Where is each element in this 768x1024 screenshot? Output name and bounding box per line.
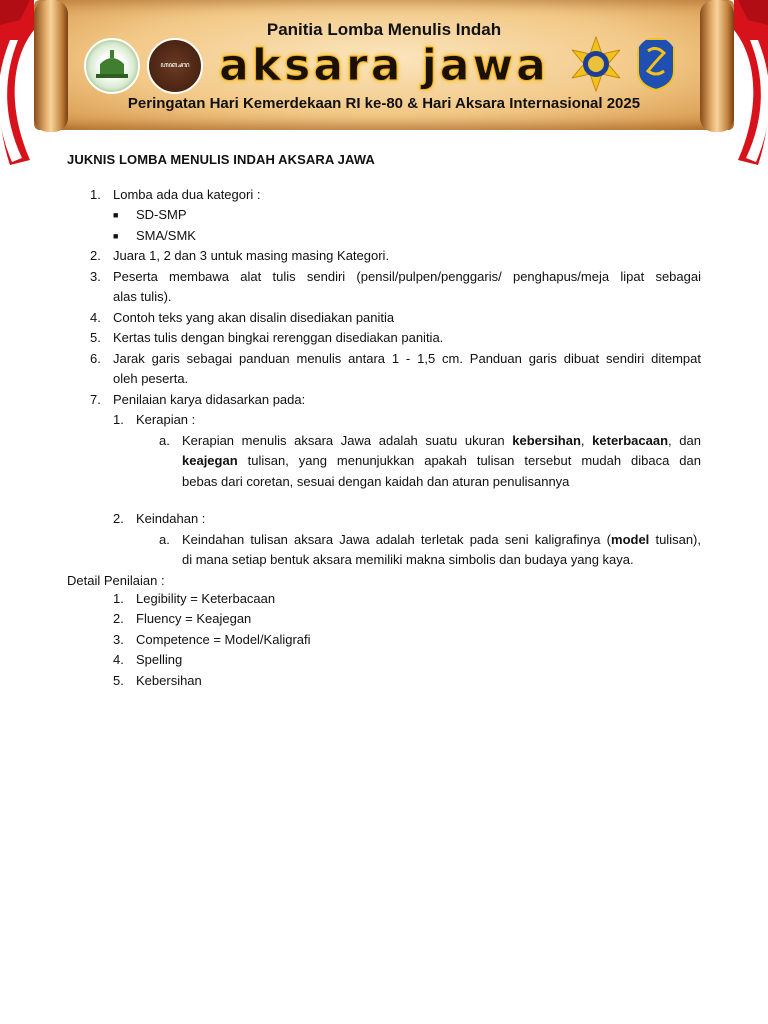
detail-number: 1. bbox=[113, 591, 124, 606]
detail-item: Competence = Model/Kaligrafi bbox=[136, 632, 311, 647]
list-item: Penilaian karya didasarkan pada: bbox=[113, 392, 306, 407]
list-item-line: oleh peserta. bbox=[113, 371, 189, 386]
criterion-text-line: Kerapian menulis aksara Jawa adalah suatu ukuran kebersihan, keterbacaan, dan bbox=[182, 433, 701, 448]
list-number: 3. bbox=[90, 269, 101, 284]
criterion-text-line: keajegan tulisan, yang menunjukkan apakah tulisan tersebut mudah dibaca dan bbox=[182, 453, 701, 468]
committee-title: Panitia Lomba Menulis Indah bbox=[266, 20, 502, 39]
criterion-label: Keindahan : bbox=[136, 511, 206, 526]
criterion-text-line: Keindahan tulisan aksara Jawa adalah terletak pada seni kaligrafinya (model tulisan), bbox=[182, 532, 701, 547]
detail-item: Spelling bbox=[136, 652, 183, 667]
list-number: 5. bbox=[90, 330, 101, 345]
javanese-script-logo: ꦲꦏ꧀ꦱꦫ bbox=[147, 38, 203, 94]
list-item-line: alas tulis). bbox=[113, 289, 172, 304]
banner-main-title: aksara jawa bbox=[219, 40, 549, 91]
detail-number: 2. bbox=[113, 611, 124, 626]
category-item: SMA/SMK bbox=[136, 228, 196, 243]
list-item: Kertas tulis dengan bingkai rerenggan disediakan panitia. bbox=[113, 330, 444, 345]
detail-number: 5. bbox=[113, 673, 124, 688]
category-item: SD-SMP bbox=[136, 207, 187, 222]
list-item: Juara 1, 2 dan 3 untuk masing masing Kategori. bbox=[113, 248, 390, 263]
list-number: 6. bbox=[90, 351, 101, 366]
bullet-icon: ■ bbox=[113, 210, 119, 220]
list-item: Contoh teks yang akan disalin disediakan panitia bbox=[113, 310, 395, 325]
criterion-text-line: di mana setiap bentuk aksara memiliki makna simbolis dan budaya yang kaya. bbox=[182, 552, 634, 567]
list-number: 4. bbox=[90, 310, 101, 325]
list-item: Lomba ada dua kategori : bbox=[113, 187, 261, 202]
sub-item-letter: a. bbox=[159, 532, 170, 547]
detail-item: Kebersihan bbox=[136, 673, 202, 688]
list-number: 7. bbox=[90, 392, 101, 407]
criterion-label: Kerapian : bbox=[136, 412, 196, 427]
bullet-icon: ■ bbox=[113, 231, 119, 241]
header-banner bbox=[0, 0, 768, 170]
criterion-number: 2. bbox=[113, 511, 124, 526]
detail-number: 3. bbox=[113, 632, 124, 647]
list-number: 1. bbox=[90, 187, 101, 202]
detail-number: 4. bbox=[113, 652, 124, 667]
criterion-number: 1. bbox=[113, 412, 124, 427]
list-item-line: Jarak garis sebagai panduan menulis antara 1 - 1,5 cm. Panduan garis dibuat sendiri ditempat bbox=[113, 351, 701, 366]
detail-title: Detail Penilaian : bbox=[67, 573, 165, 588]
banner-subtitle: Peringatan Hari Kemerdekaan RI ke-80 & Hari Aksara Internasional 2025 bbox=[127, 95, 641, 112]
detail-item: Fluency = Keajegan bbox=[136, 611, 252, 626]
list-item-line: Peserta membawa alat tulis sendiri (pensil/pulpen/penggaris/ penghapus/meja lipat sebagai bbox=[113, 269, 701, 284]
sub-item-letter: a. bbox=[159, 433, 170, 448]
list-number: 2. bbox=[90, 248, 101, 263]
detail-item: Legibility = Keterbacaan bbox=[136, 591, 276, 606]
document-heading: JUKNIS LOMBA MENULIS INDAH AKSARA JAWA bbox=[67, 152, 375, 167]
criterion-text-line: bebas dari coretan, sesuai dengan kaidah dan aturan penulisannya bbox=[182, 474, 570, 489]
